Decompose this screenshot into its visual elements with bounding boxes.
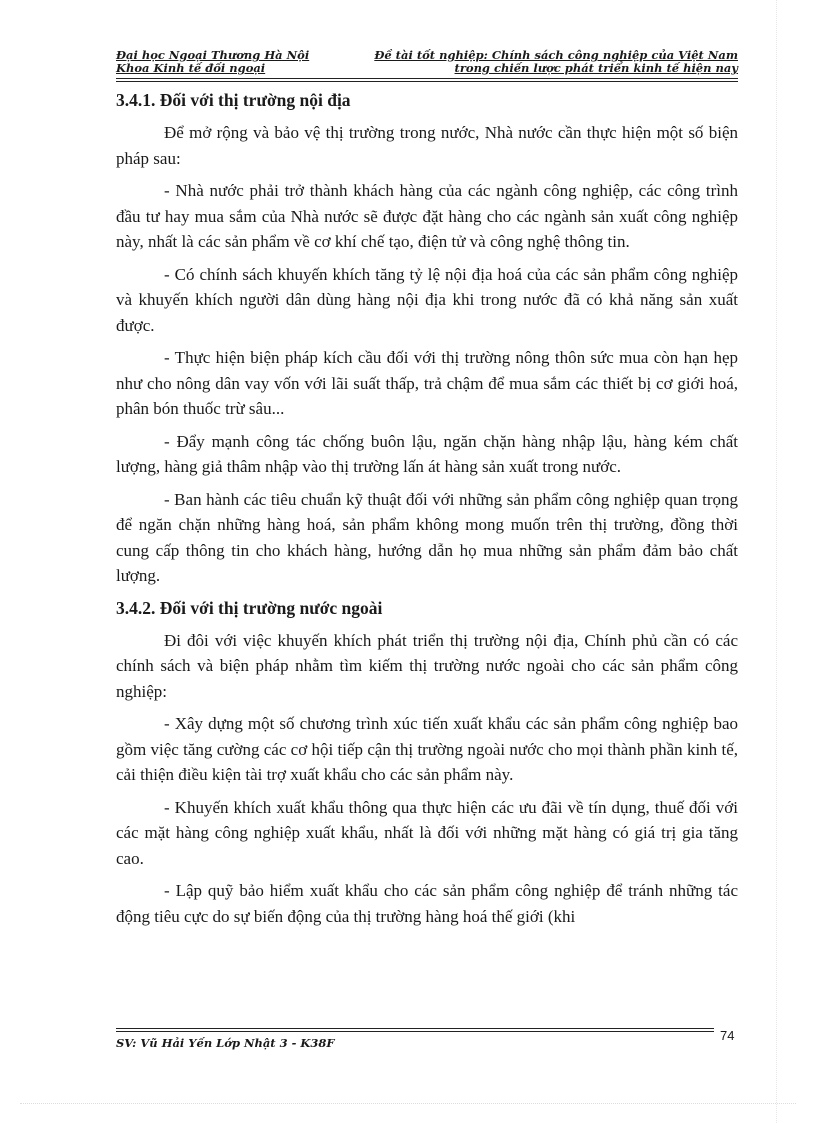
paragraph: - Có chính sách khuyến khích tăng tỷ lệ nội địa hoá của các sản phẩm công nghiệp và khuyến khích người dân dùng hàng nội địa khi trong nước đã có khả năng sản xuất được. bbox=[116, 264, 738, 335]
paragraph: - Ban hành các tiêu chuẩn kỹ thuật đối với những sản phẩm công nghiệp quan trọng để ngăn chặn những hàng hoá, sản phẩm không mong muốn trên thị trường, đồng thời cung cấp thông tin cho khách hàng, hướng dẫn họ mua những sản phẩm đảm bảo chất lượng. bbox=[116, 489, 738, 585]
header-faculty: Khoa Kinh tế đối ngoại bbox=[116, 61, 266, 75]
header-university: Đại học Ngoại Thương Hà Nội bbox=[116, 48, 310, 62]
paragraph: - Lập quỹ bảo hiểm xuất khẩu cho các sản phẩm công nghiệp để tránh những tác động tiêu cực do sự biến động của thị trường hàng hoá thế giới (khi bbox=[116, 881, 738, 926]
footer-author: SV: Vũ Hải Yến Lớp Nhật 3 - K38F bbox=[116, 1036, 335, 1050]
page-edge-bottom bbox=[20, 1103, 796, 1104]
section-heading: 3.4.1. Đối với thị trường nội địa bbox=[116, 90, 351, 110]
paragraph: - Thực hiện biện pháp kích cầu đối với thị trường nông thôn sức mua còn hạn hẹp như cho nông dân vay vốn với lãi suất thấp, trả chậm để mua sắm các thiết bị cơ giới hoá, phân bón thuốc trừ sâu... bbox=[116, 348, 738, 418]
paragraph: - Đẩy mạnh công tác chống buôn lậu, ngăn chặn hàng nhập lậu, hàng kém chất lượng, hàng giả thâm nhập vào thị trường lấn át hàng sản xuất trong nước. bbox=[116, 431, 738, 476]
paragraph: - Khuyến khích xuất khẩu thông qua thực hiện các ưu đãi về tín dụng, thuế đối với các mặt hàng công nghiệp xuất khẩu, nhất là đối với những mặt hàng có giá trị gia tăng cao. bbox=[116, 797, 738, 868]
page-number: 74 bbox=[720, 1028, 735, 1043]
paragraph: Để mở rộng và bảo vệ thị trường trong nước, Nhà nước cần thực hiện một số biện pháp sau: bbox=[116, 123, 738, 168]
paragraph: - Nhà nước phải trở thành khách hàng của các ngành công nghiệp, các công trình đầu tư hay mua sắm của Nhà nước sẽ được đặt hàng cho các ngành sản xuất công nghiệp này, nhất là các sản phẩm về cơ khí chế tạo, điện tử và công nghệ thông tin. bbox=[116, 181, 738, 251]
footer-rule bbox=[116, 1028, 714, 1029]
page-edge-right bbox=[776, 0, 777, 1123]
paragraph: Đi đôi với việc khuyến khích phát triển thị trường nội địa, Chính phủ cần có các chính sách và biện pháp nhằm tìm kiếm thị trường nước ngoài cho các sản phẩm công nghiệp: bbox=[116, 630, 738, 701]
document-body bbox=[116, 88, 738, 936]
paragraph: - Xây dựng một số chương trình xúc tiến xuất khẩu các sản phẩm công nghiệp bao gồm việc tăng cường các cơ hội tiếp cận thị trường ngoài nước cho mọi thành phần kinh tế, cải thiện điều kiện tài trợ xuất khẩu cho các sản phẩm này. bbox=[116, 714, 738, 784]
header-rule-thin bbox=[116, 81, 738, 82]
header-thesis-subtitle: trong chiến lược phát triển kinh tế hiện nay bbox=[454, 61, 738, 75]
footer-rule-thin bbox=[116, 1031, 714, 1032]
header-left bbox=[116, 49, 309, 75]
header-thesis-title: Đề tài tốt nghiệp: Chính sách công nghiệp của Việt Nam bbox=[374, 48, 738, 62]
header-rule bbox=[116, 78, 738, 79]
section-heading: 3.4.2. Đối với thị trường nước ngoài bbox=[116, 597, 383, 618]
header-right bbox=[374, 49, 738, 75]
